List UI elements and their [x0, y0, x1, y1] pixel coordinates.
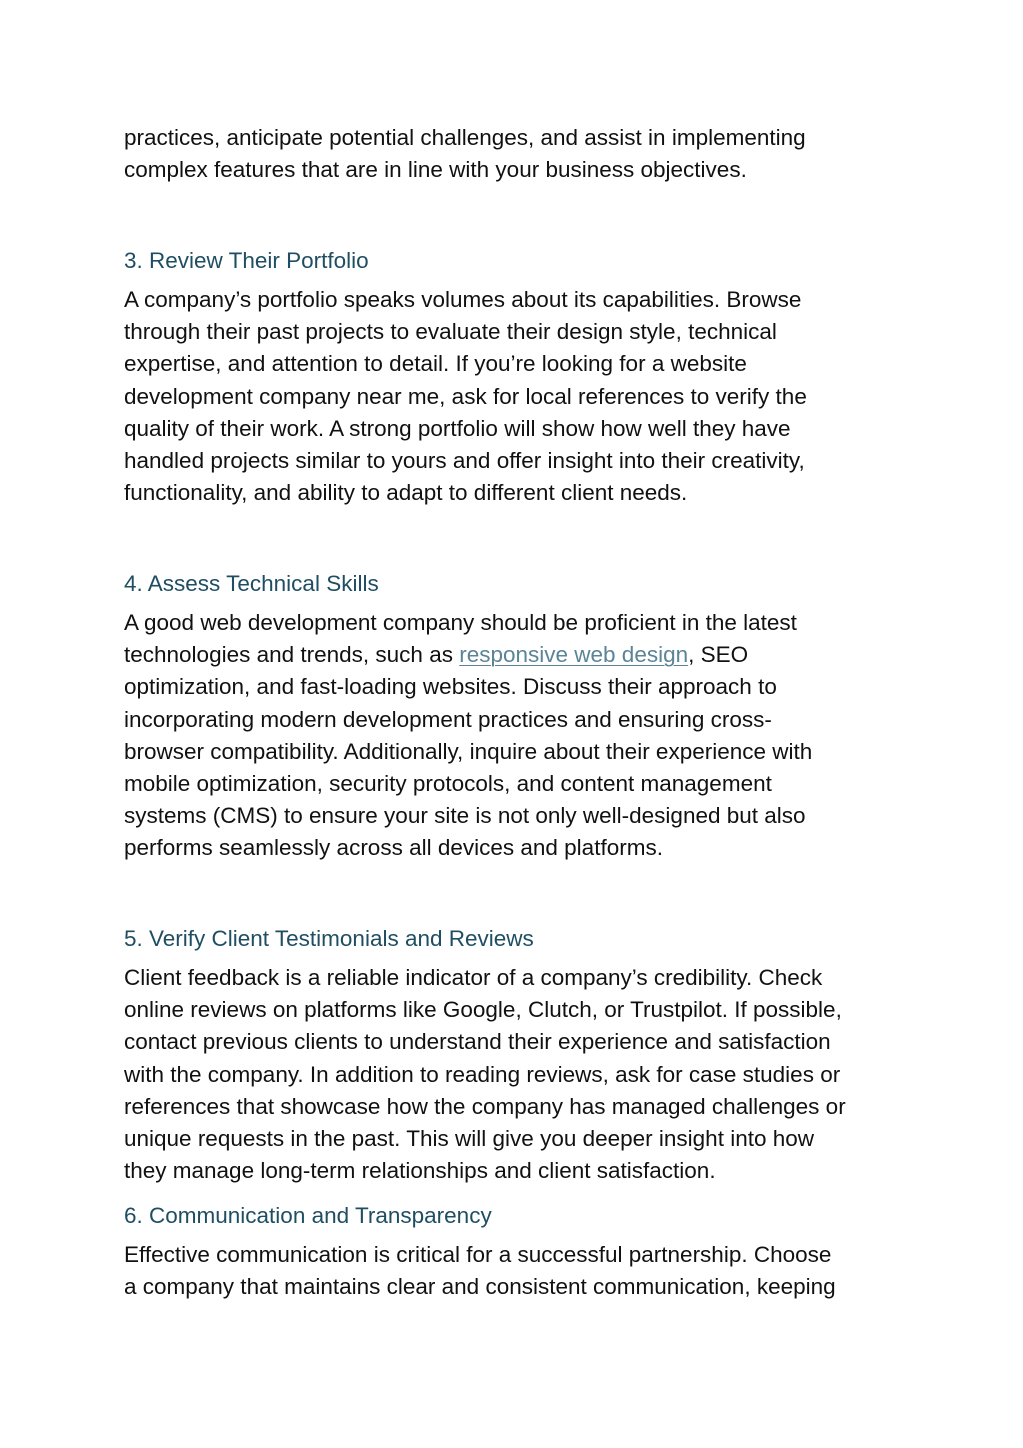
- responsive-web-design-link[interactable]: responsive web design: [459, 642, 689, 668]
- intro-line: practices, anticipate potential challenges, and assist in implementing: [124, 125, 806, 150]
- paragraph-line: Client feedback is a reliable indicator of a company’s credibility. Check: [124, 965, 823, 990]
- paragraph-line: mobile optimization, security protocols, and content management: [124, 771, 772, 797]
- section-heading: 4. Assess Technical Skills: [124, 571, 379, 596]
- paragraph-line: unique requests in the past. This will give you deeper insight into how: [124, 1126, 814, 1152]
- paragraph-line: development company near me, ask for local references to verify the: [124, 383, 807, 409]
- paragraph-line: Effective communication is critical for a successful partnership. Choose: [124, 1242, 832, 1267]
- section-paragraph: [124, 1239, 914, 1303]
- paragraph-line: through their past projects to evaluate their design style, technical: [124, 319, 777, 345]
- section-paragraph: [124, 607, 914, 865]
- paragraph-line: online reviews on platforms like Google, Clutch, or Trustpilot. If possible,: [124, 997, 842, 1023]
- paragraph-line: quality of their work. A strong portfolio will show how well they have: [124, 415, 791, 441]
- section-heading: 3. Review Their Portfolio: [124, 248, 369, 273]
- paragraph-line: systems (CMS) to ensure your site is not only well-designed but also: [124, 803, 806, 829]
- line-text: , SEO: [688, 642, 749, 668]
- paragraph-line: functionality, and ability to adapt to different client needs.: [124, 480, 688, 506]
- intro-line: complex features that are in line with your business objectives.: [124, 157, 747, 183]
- section-communication: [124, 1200, 914, 1232]
- intro-paragraph: [124, 122, 914, 186]
- section-paragraph: [124, 962, 914, 1187]
- section-heading: 6. Communication and Transparency: [124, 1203, 492, 1228]
- section-paragraph: [124, 284, 914, 509]
- paragraph-line: a company that maintains clear and consistent communication, keeping: [124, 1274, 836, 1300]
- paragraph-line: A good web development company should be proficient in the latest: [124, 610, 797, 635]
- line-text: technologies and trends, such as: [124, 642, 460, 668]
- section-client-testimonials: [124, 923, 914, 955]
- section-technical-skills: [124, 568, 914, 600]
- section-review-portfolio: [124, 245, 914, 277]
- paragraph-line: A company’s portfolio speaks volumes about its capabilities. Browse: [124, 287, 802, 312]
- paragraph-line: expertise, and attention to detail. If you’re looking for a website: [124, 351, 747, 377]
- paragraph-line: handled projects similar to yours and offer insight into their creativity,: [124, 448, 805, 474]
- paragraph-line: optimization, and fast-loading websites. Discuss their approach to: [124, 674, 777, 700]
- section-heading: 5. Verify Client Testimonials and Reviews: [124, 926, 534, 951]
- paragraph-line: contact previous clients to understand their experience and satisfaction: [124, 1029, 831, 1055]
- paragraph-line: incorporating modern development practices and ensuring cross-: [124, 706, 772, 732]
- paragraph-line: browser compatibility. Additionally, inquire about their experience with: [124, 738, 813, 764]
- paragraph-line-with-link: [124, 639, 914, 671]
- paragraph-line: references that showcase how the company has managed challenges or: [124, 1093, 846, 1119]
- paragraph-line: performs seamlessly across all devices and platforms.: [124, 835, 663, 861]
- paragraph-line: they manage long-term relationships and client satisfaction.: [124, 1158, 716, 1184]
- paragraph-line: with the company. In addition to reading reviews, ask for case studies or: [124, 1061, 841, 1087]
